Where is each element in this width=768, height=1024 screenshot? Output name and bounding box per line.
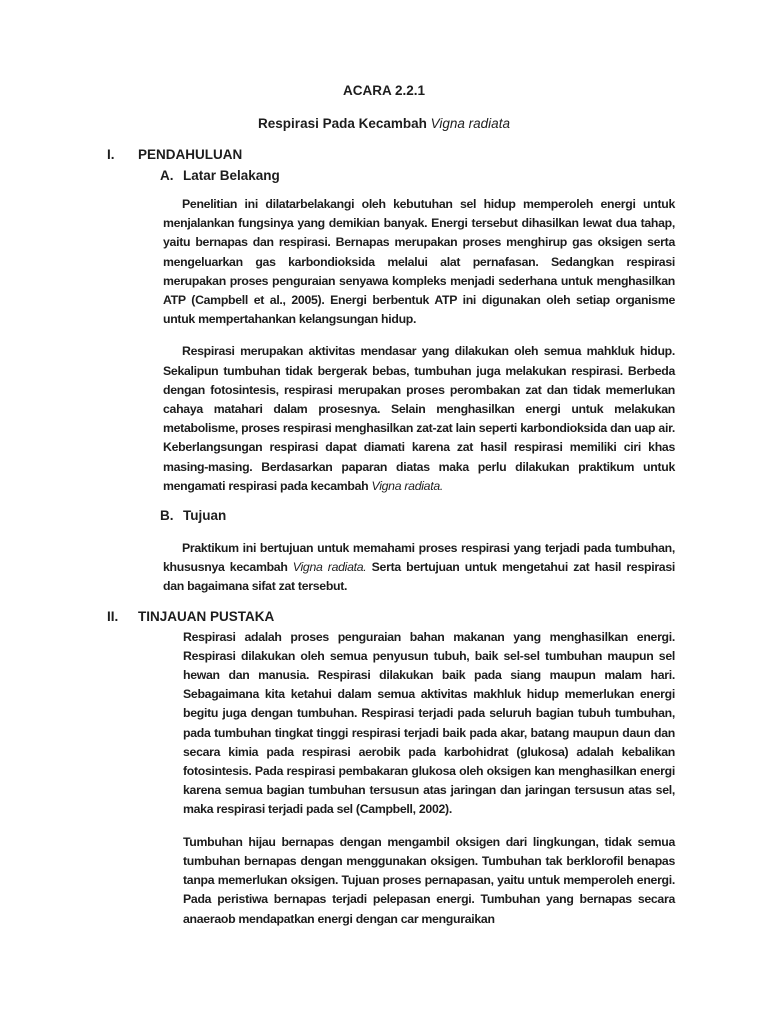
section-1-numeral: I. [107, 147, 115, 162]
section-1-heading [0, 145, 768, 165]
doc-subtitle-species-italic: Vigna radiata [430, 116, 510, 131]
paragraph-tujuan-text-before: Praktikum ini bertujuan untuk memahami proses respirasi yang terjadi pada tumbuhan, khususnya kecambah [163, 540, 675, 574]
paragraph-tinjauan-pustaka-1: Respirasi adalah proses penguraian bahan makanan yang menghasilkan energi. Respirasi dilakukan oleh semua penyusun tubuh, baik sel-sel tumbuhan maupun sel hewan dan manusia. Respirasi dilakukan baik pada siang maupun malam hari. Sebagaimana kita ketahui dalam semua aktivitas makhluk hidup memerlukan energi begitu juga dengan tumbuhan. Respirasi terjadi pada seluruh bagian tubuh tumbuhan, pada tumbuhan tingkat tinggi respirasi terjadi baik pada akar, batang maupun daun dan secara kimia pada respirasi aerobik pada karbohidrat (glukosa) adalah kebalikan fotosintesis. Pada respirasi pembakaran glukosa oleh oksigen kan menghasilkan energi karena semua bagian tumbuhan tersusun atas jaringan dan jaringan tersusun atas sel, maka respirasi terjadi pada sel (Campbell, 2002). [183, 629, 675, 817]
subsection-a-heading-label: Latar Belakang [183, 167, 280, 183]
paragraph-latar-belakang-2 [163, 342, 675, 496]
paragraph-tinjauan-pustaka-2: Tumbuhan hijau bernapas dengan mengambil oksigen dari lingkungan, tidak semua tumbuhan bernapas dengan menggunakan oksigen. Tumbuhan tak berklorofil benapas tanpa memerlukan oksigen. Tujuan proses pernapasan, yaitu untuk memperoleh energi. Pada peristiwa bernapas terjadi pelepasan energi. Tumbuhan yang bernapas secara anaeraob mendapatkan energi dengan car menguraikan [183, 834, 675, 926]
paragraph-tujuan [163, 539, 675, 597]
species-name-italic: Vigna radiata. [292, 559, 367, 574]
section-2-heading-label: TINJAUAN PUSTAKA [138, 609, 275, 625]
doc-title: ACARA 2.2.1 [342, 83, 426, 98]
doc-subtitle-text: Respirasi Pada Kecambah [258, 116, 431, 131]
section-1-heading-label: PENDAHULUAN [138, 147, 243, 162]
section-2-numeral: II. [107, 609, 119, 625]
subsection-b-heading-label: Tujuan [183, 508, 227, 524]
paragraph-latar-belakang-2-text: Respirasi merupakan aktivitas mendasar yang dilakukan oleh semua mahkluk hidup. Sekalipun tumbuhan tidak bergerak bebas, tumbuhan juga melakukan respirasi. Berbeda dengan fotosintesis, respirasi merupakan proses perombakan zat dan tidak memerlukan cahaya matahari dalam prosesnya. Selain menghasilkan energi untuk melakukan metabolisme, proses respirasi menghasilkan zat-zat lain seperti karbondioksida dan uap air. Keberlangsungan respirasi dapat diamati karena zat hasil respirasi memiliki ciri khas masing-masing. Berdasarkan paparan diatas maka perlu dilakukan praktikum untuk mengamati respirasi pada kecambah [163, 344, 675, 493]
subsection-a-letter: A. [160, 167, 174, 183]
paragraph-latar-belakang-1: Penelitian ini dilatarbelakangi oleh kebutuhan sel hidup memperoleh energi untuk menjalankan fungsinya yang demikian banyak. Energi tersebut dihasilkan lewat dua tahap, yaitu bernapas dan respirasi. Bernapas merupakan proses menghirup gas oksigen serta mengeluarkan gas karbondioksida melalui alat pernafasan. Sedangkan respirasi merupakan proses penguraian senyawa kompleks menjadi sederhana untuk menghasilkan ATP (Campbell et al., 2005). Energi berbentuk ATP ini digunakan oleh setiap organisme untuk mempertahankan kelangsungan hidup. [163, 197, 675, 327]
subsection-b-letter: B. [160, 508, 174, 524]
section-2-heading [0, 607, 768, 627]
species-name-italic: Vigna radiata. [371, 478, 443, 493]
paragraph-tujuan-text-after: Serta bertujuan untuk mengetahui zat hasil respirasi dan bagaimana sifat zat tersebut. [163, 559, 675, 593]
doc-subtitle [0, 114, 768, 133]
subsection-b-heading [0, 506, 768, 526]
subsection-a-heading [0, 166, 768, 186]
